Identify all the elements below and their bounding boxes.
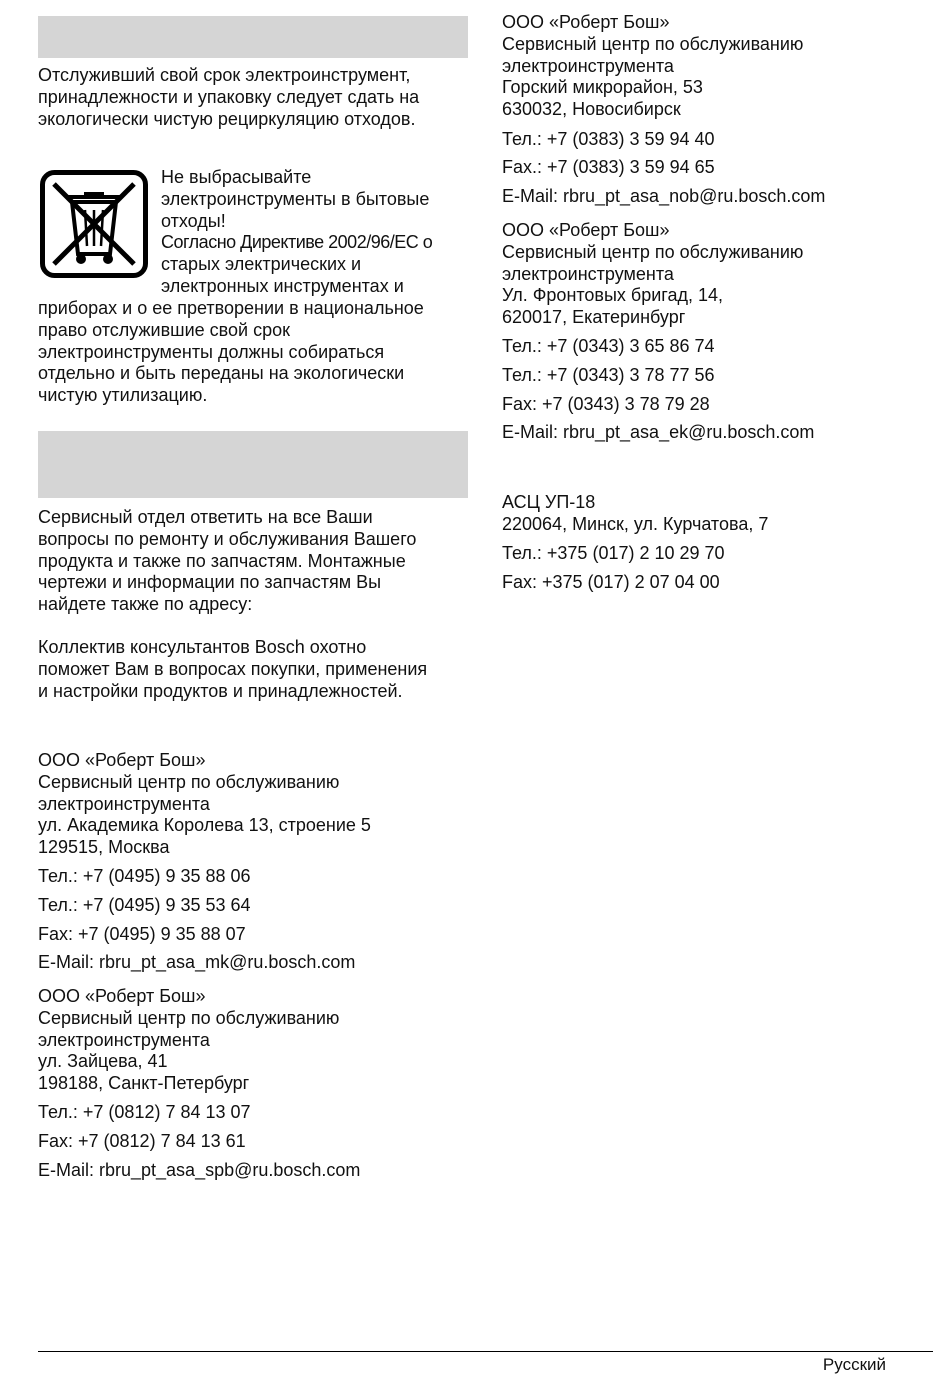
phone-spb: Тел.: +7 (0812) 7 84 13 07 (38, 1102, 251, 1122)
fax-spb: Fax: +7 (0812) 7 84 13 61 (38, 1131, 246, 1151)
text-line: экологически чистую рециркуляцию отходов. (38, 108, 416, 129)
text-line: старых электрических и (161, 254, 362, 275)
contact-block-minsk (502, 492, 768, 536)
text-line: отходы! (161, 210, 226, 231)
text-line: электронных инструментах и (161, 275, 404, 296)
fax-ekaterinburg: Fax: +7 (0343) 3 78 79 28 (502, 394, 710, 414)
address-line: 220064, Минск, ул. Курчатова, 7 (502, 513, 769, 534)
text-line: Отслуживший свой срок электроинструмент, (38, 65, 411, 85)
text-line: электроинструменты в бытовые (161, 188, 430, 209)
contact-block-moscow (38, 750, 371, 859)
text-line: поможет Вам в вопросах покупки, применения (38, 658, 428, 679)
address-line: электроинструмента (38, 1029, 210, 1050)
disposal-note-side (161, 167, 432, 298)
section-header-bar-service (38, 431, 468, 498)
fax-minsk: Fax: +375 (017) 2 07 04 00 (502, 572, 720, 592)
phone-ekaterinburg-1: Тел.: +7 (0343) 3 65 86 74 (502, 336, 715, 356)
address-line: 630032, Новосибирск (502, 99, 681, 120)
address-line: Сервисный центр по обслуживанию (502, 241, 804, 262)
address-line: ООО «Роберт Бош» (502, 12, 670, 32)
address-line: АСЦ УП-18 (502, 492, 596, 512)
address-line: Сервисный центр по обслуживанию (38, 771, 340, 792)
address-line: ул. Академика Королева 13, строение 5 (38, 815, 371, 836)
section-header-bar-disposal (38, 16, 468, 58)
footer-language-label: Русский (822, 1355, 886, 1374)
text-line: чистую утилизацию. (38, 385, 208, 406)
phone-ekaterinburg-2: Тел.: +7 (0343) 3 78 77 56 (502, 365, 715, 385)
address-line: 620017, Екатеринбург (502, 307, 686, 328)
contact-block-novosibirsk (502, 12, 803, 121)
address-line: Горский микрорайон, 53 (502, 77, 703, 98)
service-advice (38, 637, 427, 702)
address-line: электроинструмента (38, 793, 210, 814)
text-line: Согласно Директиве 2002/96/EC о (161, 232, 433, 253)
address-line: Сервисный центр по обслуживанию (502, 33, 804, 54)
email-ekaterinburg[interactable]: E-Mail: rbru_pt_asa_ek@ru.bosch.com (502, 422, 815, 442)
text-line: электроинструменты должны собираться (38, 341, 385, 362)
service-intro (38, 507, 416, 616)
contact-block-spb (38, 986, 339, 1095)
address-line: 198188, Санкт-Петербург (38, 1073, 250, 1094)
email-moscow[interactable]: E-Mail: rbru_pt_asa_mk@ru.bosch.com (38, 952, 356, 972)
text-line: право отслужившие свой срок (38, 319, 290, 340)
address-line: ООО «Роберт Бош» (38, 986, 206, 1006)
text-line: Сервисный отдел ответить на все Ваши (38, 507, 373, 527)
text-line: продукта и также по запчастям. Монтажные (38, 550, 406, 571)
text-line: Коллектив консультантов Bosch охотно (38, 637, 367, 657)
disposal-note-full (38, 298, 424, 407)
email-novosibirsk[interactable]: E-Mail: rbru_pt_asa_nob@ru.bosch.com (502, 186, 826, 206)
text-line: Не выбрасывайте (161, 167, 312, 187)
text-line: и настройки продуктов и принадлежностей. (38, 680, 403, 701)
text-line: чертежи и информации по запчастям Вы (38, 572, 382, 593)
address-line: электроинструмента (502, 263, 674, 284)
disposal-intro (38, 65, 419, 130)
email-spb[interactable]: E-Mail: rbru_pt_asa_spb@ru.bosch.com (38, 1160, 361, 1180)
fax-novosibirsk: Fax.: +7 (0383) 3 59 94 65 (502, 157, 715, 177)
text-line: принадлежности и упаковку следует сдать на (38, 86, 420, 107)
crossed-out-wheelie-bin-icon (40, 170, 148, 278)
address-line: Ул. Фронтовых бригад, 14, (502, 285, 724, 306)
text-line: найдете также по адресу: (38, 594, 253, 615)
address-line: электроинструмента (502, 55, 674, 76)
address-line: 129515, Москва (38, 837, 170, 858)
phone-minsk: Тел.: +375 (017) 2 10 29 70 (502, 543, 725, 563)
address-line: ООО «Роберт Бош» (502, 220, 670, 240)
address-line: ул. Зайцева, 41 (38, 1051, 168, 1072)
footer-divider (38, 1351, 933, 1352)
text-line: приборах и о ее претворении в национальное (38, 298, 424, 318)
address-line: Сервисный центр по обслуживанию (38, 1007, 340, 1028)
fax-moscow: Fax: +7 (0495) 9 35 88 07 (38, 924, 246, 944)
phone-moscow-1: Тел.: +7 (0495) 9 35 88 06 (38, 866, 251, 886)
phone-moscow-2: Тел.: +7 (0495) 9 35 53 64 (38, 895, 251, 915)
text-line: вопросы по ремонту и обслуживания Вашего (38, 528, 417, 549)
text-line: отдельно и быть переданы на экологически (38, 363, 405, 384)
phone-novosibirsk: Тел.: +7 (0383) 3 59 94 40 (502, 129, 715, 149)
contact-block-ekaterinburg (502, 220, 803, 329)
address-line: ООО «Роберт Бош» (38, 750, 206, 770)
